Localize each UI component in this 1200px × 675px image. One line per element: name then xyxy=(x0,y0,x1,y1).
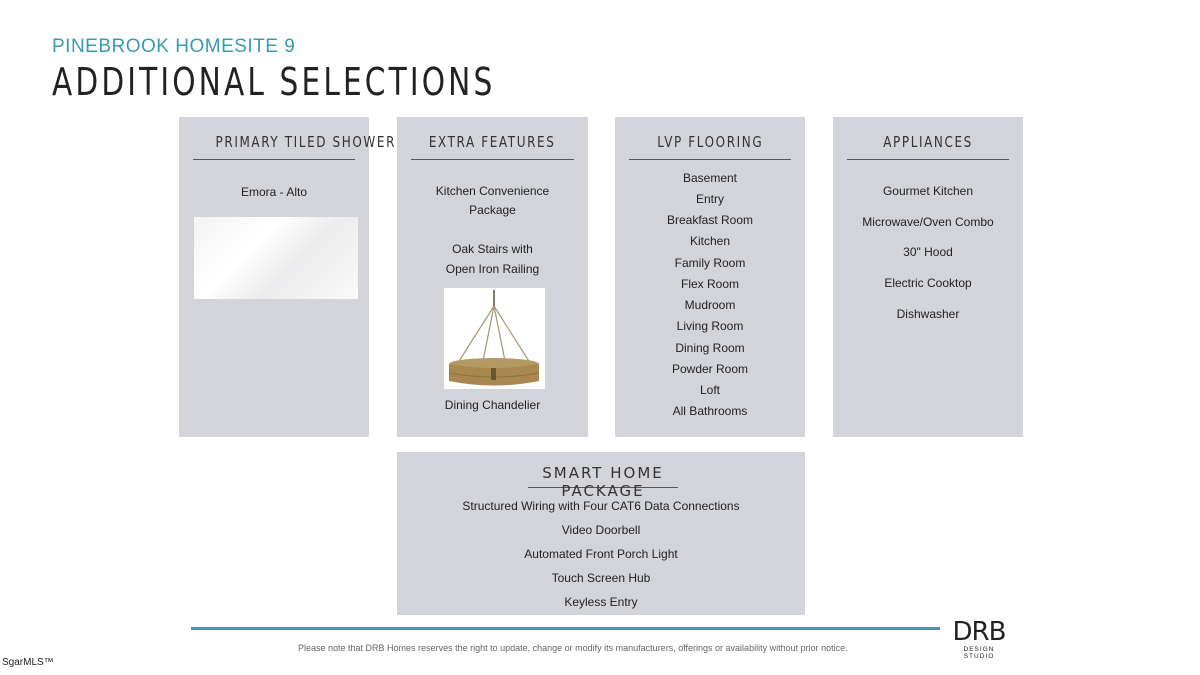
extra-item: Package xyxy=(469,203,516,217)
logo-mark: DRB xyxy=(952,617,1006,647)
flooring-item: Breakfast Room xyxy=(666,213,754,227)
shower-card xyxy=(179,117,397,437)
lvp-flooring-card xyxy=(615,117,805,437)
logo-subtitle: DESIGN STUDIO xyxy=(963,646,995,660)
appliances-card xyxy=(833,117,1023,437)
smart-home-item: Touch Screen Hub xyxy=(551,571,651,585)
shower-card-heading: PRIMARY TILED SHOWER xyxy=(193,133,355,160)
extra-features-heading: EXTRA FEATURES xyxy=(411,133,574,160)
flooring-item: Loft xyxy=(699,383,720,397)
chandelier-image xyxy=(444,288,545,389)
disclaimer-text: Please note that DRB Homes reserves the right to update, change or modify its manufacturers, offerings or availability without prior notice. xyxy=(298,643,848,653)
tile-swatch-image xyxy=(194,217,358,299)
flooring-item: Flex Room xyxy=(680,277,739,291)
extra-item: Kitchen Convenience xyxy=(435,184,550,198)
smart-home-item: Structured Wiring with Four CAT6 Data Connections xyxy=(462,499,740,513)
smart-home-card xyxy=(397,452,805,615)
flooring-item: Family Room xyxy=(674,256,746,270)
flooring-item: Basement xyxy=(682,171,738,185)
extra-features-card xyxy=(397,117,588,437)
drb-design-studio-logo xyxy=(948,619,1010,660)
footer-divider xyxy=(191,627,940,630)
appliance-item: Gourmet Kitchen xyxy=(882,184,974,198)
smart-home-item: Video Doorbell xyxy=(561,523,641,537)
page-title: ADDITIONAL SELECTIONS xyxy=(52,60,496,104)
shower-item: Emora - Alto xyxy=(240,185,308,199)
lvp-flooring-heading: LVP FLOORING xyxy=(629,133,791,160)
flooring-item: Entry xyxy=(695,192,724,206)
smart-home-item: Keyless Entry xyxy=(564,595,638,609)
smart-home-item: Automated Front Porch Light xyxy=(524,547,678,561)
appliance-item: Microwave/Oven Combo xyxy=(862,215,994,229)
flooring-item: Kitchen xyxy=(689,234,731,248)
extra-item: Open Iron Railing xyxy=(445,262,540,276)
appliance-item: 30" Hood xyxy=(903,245,953,259)
appliance-item: Electric Cooktop xyxy=(884,276,972,290)
mls-watermark: SgarMLS™ xyxy=(2,657,54,668)
extra-item: Oak Stairs with xyxy=(452,242,533,256)
appliances-heading: APPLIANCES xyxy=(847,133,1009,160)
flooring-item: Powder Room xyxy=(671,362,749,376)
flooring-item: All Bathrooms xyxy=(672,404,748,418)
homesite-subtitle: PINEBROOK HOMESITE 9 xyxy=(52,36,296,57)
smart-home-heading: SMART HOME PACKAGE xyxy=(528,464,678,488)
flooring-item: Mudroom xyxy=(684,298,736,312)
flooring-item: Living Room xyxy=(676,319,744,333)
extra-item: Dining Chandelier xyxy=(444,398,541,412)
appliance-item: Dishwasher xyxy=(896,307,960,321)
flooring-item: Dining Room xyxy=(675,341,745,355)
